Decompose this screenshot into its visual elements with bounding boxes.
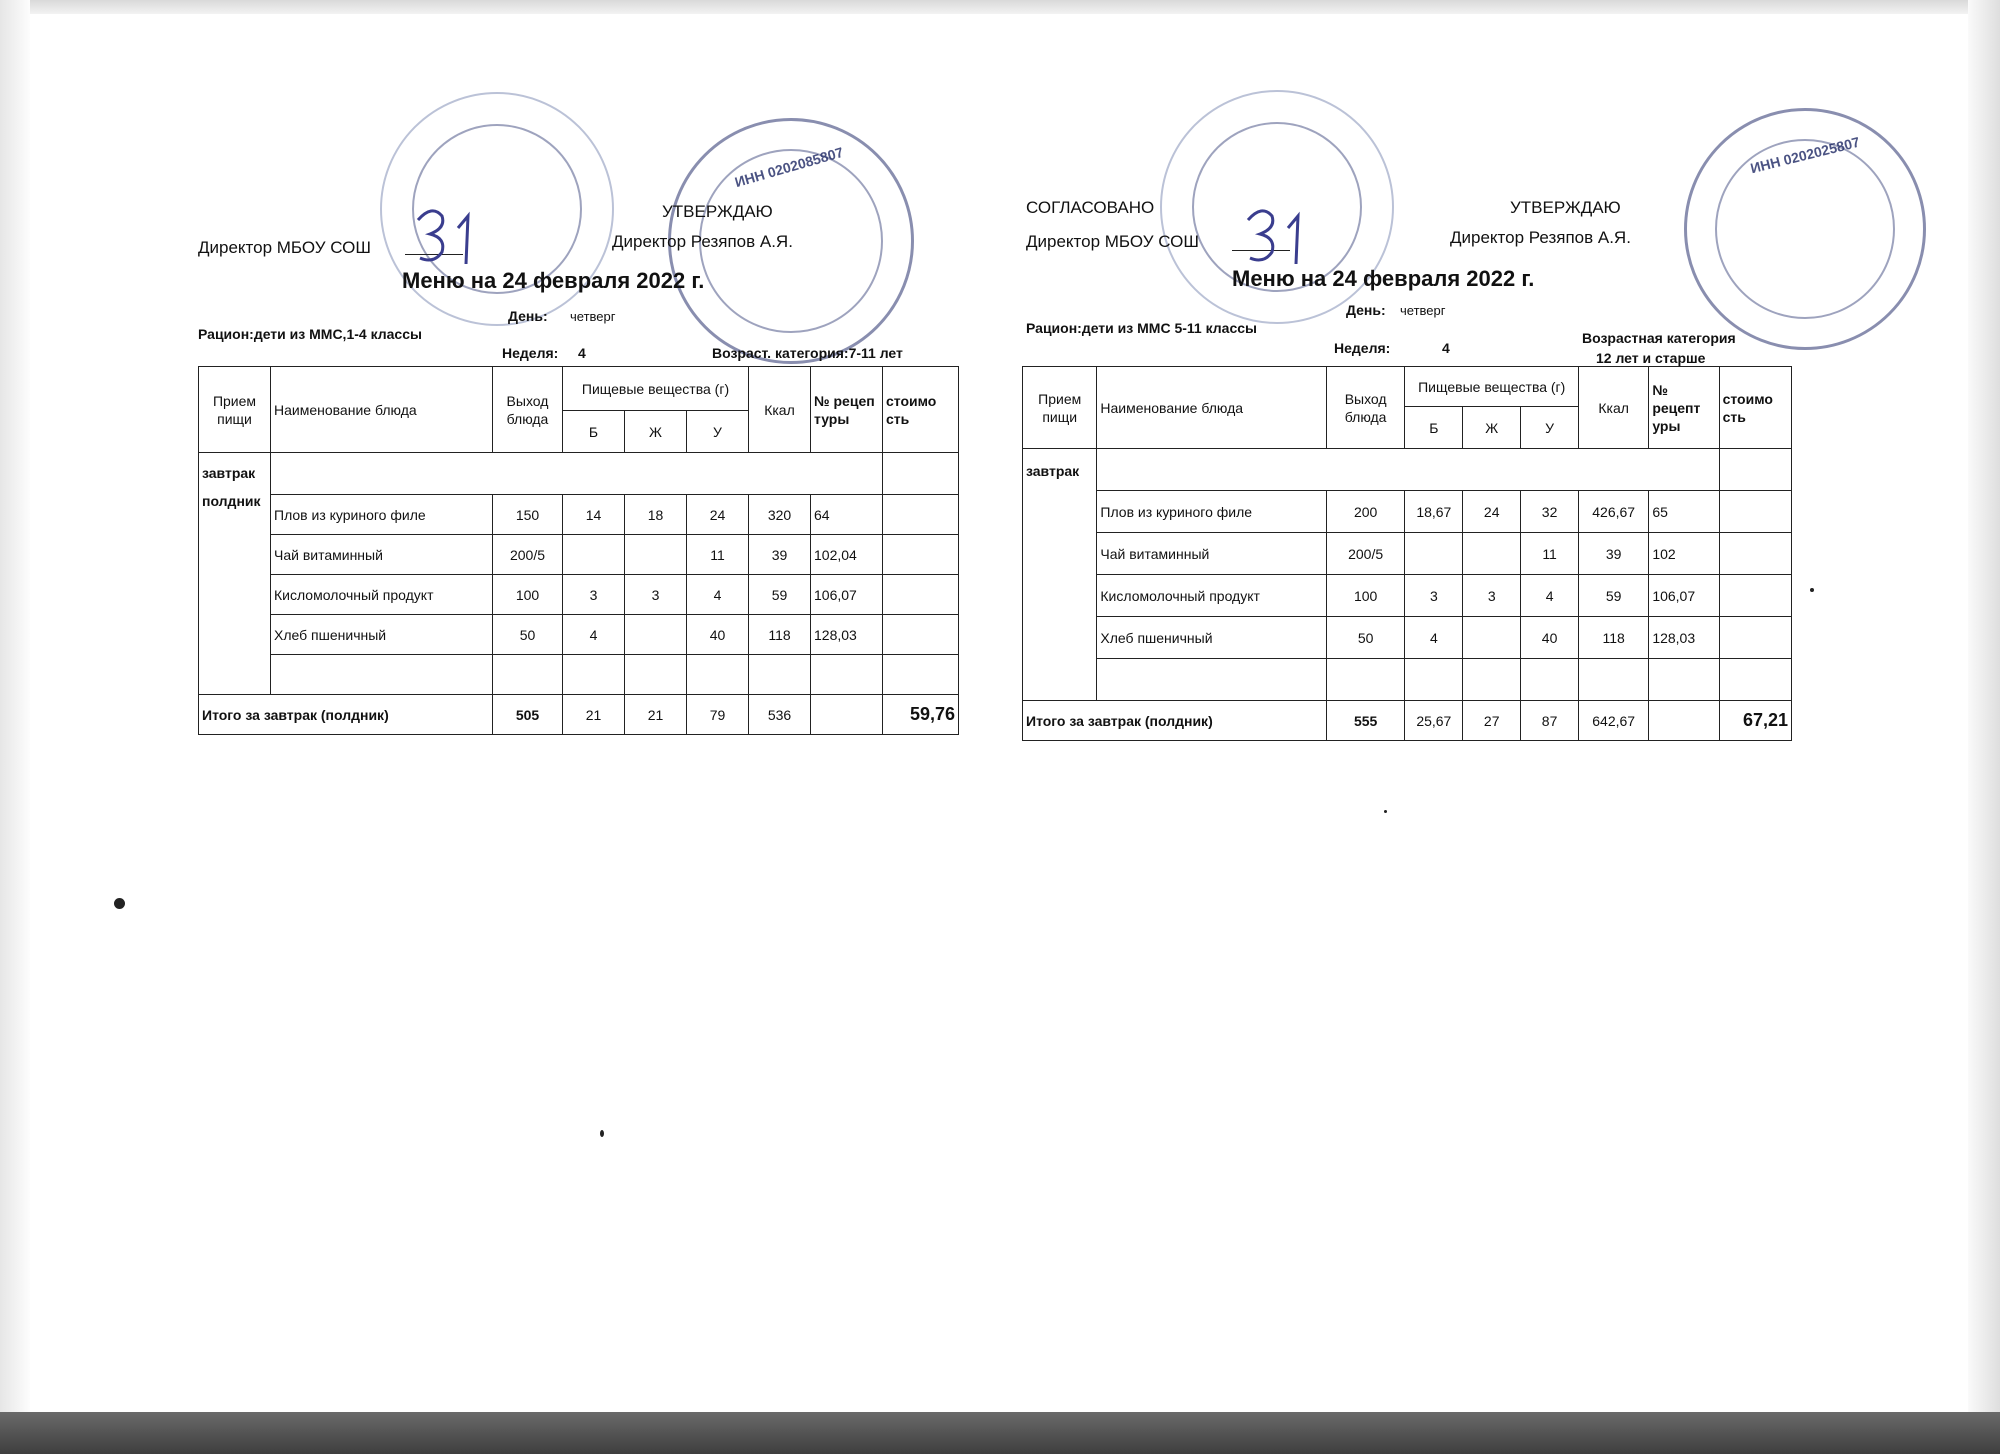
cost-cell [1719, 617, 1791, 659]
total-b-cell: 25,67 [1405, 701, 1463, 741]
dish-name-cell: Плов из куриного филе [1097, 491, 1326, 533]
total-label-cell: Итого за завтрак (полдник) [1023, 701, 1327, 741]
scan-border-top [0, 0, 2000, 14]
u-cell: 40 [1521, 617, 1579, 659]
table-header-row [1023, 367, 1792, 407]
total-u-cell: 79 [687, 695, 749, 735]
kcal-cell: 426,67 [1579, 491, 1649, 533]
scan-speck [1384, 810, 1387, 813]
day-label: День: [508, 308, 548, 324]
total-u-cell: 87 [1521, 701, 1579, 741]
agreed-director-label: Директор МБОУ СОШ [1026, 232, 1199, 251]
zh-cell [625, 615, 687, 655]
total-label-cell: Итого за завтрак (полдник) [199, 695, 493, 735]
col-u-header: У [687, 411, 749, 453]
week-label: Неделя: [1334, 340, 1391, 356]
u-cell: 4 [1521, 575, 1579, 617]
zh-cell [625, 535, 687, 575]
u-cell: 32 [1521, 491, 1579, 533]
approve-title: УТВЕРЖДАЮ [1510, 198, 1621, 217]
yield-cell: 100 [1326, 575, 1405, 617]
col-yield-header: Выход блюда [493, 367, 563, 453]
total-zh-cell: 21 [625, 695, 687, 735]
table-cell [1405, 659, 1463, 701]
col-recipe-header: № рецеп туры [811, 367, 883, 453]
recipe-cell: 106,07 [811, 575, 883, 615]
yield-cell: 150 [493, 495, 563, 535]
table-row [199, 535, 959, 575]
table-cell [749, 655, 811, 695]
cost-cell [1719, 533, 1791, 575]
table-cell [687, 655, 749, 695]
kcal-cell: 39 [1579, 533, 1649, 575]
total-recipe-cell [1649, 701, 1719, 741]
u-cell: 4 [687, 575, 749, 615]
u-cell: 11 [687, 535, 749, 575]
age-category-2: 12 лет и старше [1596, 350, 1706, 366]
approve-title: УТВЕРЖДАЮ [662, 202, 773, 221]
ration-label: Рацион:дети из ММС 5-11 классы [1026, 320, 1257, 336]
scan-border-bottom [0, 1412, 2000, 1454]
total-kcal-cell: 536 [749, 695, 811, 735]
table-row-empty [1023, 659, 1792, 701]
yield-cell: 100 [493, 575, 563, 615]
meal-2-label: полдник [202, 493, 261, 509]
table-row [1023, 575, 1792, 617]
age-category-1: Возрастная категория [1582, 330, 1736, 346]
table-cell [1326, 659, 1405, 701]
meal-1-label: завтрак [1026, 463, 1080, 479]
director-name: Директор Резяпов А.Я. [612, 232, 793, 251]
total-kcal-cell: 642,67 [1579, 701, 1649, 741]
table-cell [1521, 659, 1579, 701]
total-zh-cell: 27 [1463, 701, 1521, 741]
cost-cell [883, 495, 959, 535]
col-zh-header: Ж [625, 411, 687, 453]
table-total-row [1023, 701, 1792, 741]
table-cell [1463, 659, 1521, 701]
menu-table [198, 366, 959, 735]
yield-cell: 200 [1326, 491, 1405, 533]
kcal-cell: 59 [1579, 575, 1649, 617]
scan-speck [114, 898, 125, 909]
dish-name-cell: Чай витаминный [1097, 533, 1326, 575]
recipe-cell: 128,03 [811, 615, 883, 655]
cost-cell [883, 615, 959, 655]
b-cell: 14 [563, 495, 625, 535]
table-cell [1579, 659, 1649, 701]
table-cell [1097, 659, 1326, 701]
round-stamp-entrepreneur [1684, 108, 1926, 350]
menu-title: Меню на 24 февраля 2022 г. [402, 268, 705, 293]
table-row [1023, 533, 1792, 575]
b-cell: 3 [563, 575, 625, 615]
dish-name-cell: Чай витаминный [271, 535, 493, 575]
meal-cell [199, 453, 271, 695]
day-value: четверг [1400, 303, 1446, 318]
table-cell [625, 655, 687, 695]
kcal-cell: 320 [749, 495, 811, 535]
b-cell [1405, 533, 1463, 575]
table-cell [811, 655, 883, 695]
day-value: четверг [570, 309, 616, 324]
yield-cell: 200/5 [493, 535, 563, 575]
dish-name-cell: Хлеб пшеничный [1097, 617, 1326, 659]
director-name: Директор Резяпов А.Я. [1450, 228, 1631, 247]
table-cell [883, 655, 959, 695]
meal-section-cell [1097, 449, 1719, 491]
col-zh-header: Ж [1463, 407, 1521, 449]
b-cell: 3 [1405, 575, 1463, 617]
total-yield-cell: 555 [1326, 701, 1405, 741]
total-yield-cell: 505 [493, 695, 563, 735]
table-row [1023, 617, 1792, 659]
dish-name-cell: Кисломолочный продукт [271, 575, 493, 615]
cost-cell [883, 535, 959, 575]
table-row [199, 495, 959, 535]
table-cell [563, 655, 625, 695]
scan-speck [600, 1130, 604, 1137]
recipe-cell: 106,07 [1649, 575, 1719, 617]
b-cell: 4 [563, 615, 625, 655]
table-cell [883, 453, 959, 495]
stamp-inn-text: ИНН 0202085807 [732, 143, 846, 191]
recipe-cell: 102 [1649, 533, 1719, 575]
table-cell [493, 655, 563, 695]
table-row [199, 575, 959, 615]
zh-cell: 24 [1463, 491, 1521, 533]
col-nutrients-header: Пищевые вещества (г) [1405, 367, 1579, 407]
u-cell: 24 [687, 495, 749, 535]
yield-cell: 50 [493, 615, 563, 655]
week-value: 4 [1442, 340, 1450, 356]
col-nutrients-header: Пищевые вещества (г) [563, 367, 749, 411]
table-total-row [199, 695, 959, 735]
total-recipe-cell [811, 695, 883, 735]
agreed-director-label: Директор МБОУ СОШ [198, 238, 371, 257]
col-u-header: У [1521, 407, 1579, 449]
b-cell: 4 [1405, 617, 1463, 659]
col-recipe-header: № рецепт уры [1649, 367, 1719, 449]
zh-cell [1463, 617, 1521, 659]
table-cell [1719, 449, 1791, 491]
u-cell: 40 [687, 615, 749, 655]
col-yield-header: Выход блюда [1326, 367, 1405, 449]
menu-title: Меню на 24 февраля 2022 г. [1232, 266, 1535, 291]
week-value: 4 [578, 345, 586, 361]
col-meal-header: Прием пищи [1023, 367, 1097, 449]
table-cell [1719, 659, 1791, 701]
col-kcal-header: Ккал [1579, 367, 1649, 449]
table-cell [1649, 659, 1719, 701]
handwritten-number-signature [1240, 198, 1320, 270]
cost-cell [1719, 491, 1791, 533]
yield-cell: 50 [1326, 617, 1405, 659]
col-cost-header: стоимо сть [883, 367, 959, 453]
recipe-cell: 65 [1649, 491, 1719, 533]
handwritten-number-signature [410, 198, 490, 270]
dish-name-cell: Кисломолочный продукт [1097, 575, 1326, 617]
kcal-cell: 118 [1579, 617, 1649, 659]
table-row [199, 615, 959, 655]
week-label: Неделя: [502, 345, 559, 361]
day-label: День: [1346, 302, 1386, 318]
b-cell [563, 535, 625, 575]
col-name-header: Наименование блюда [271, 367, 493, 453]
yield-cell: 200/5 [1326, 533, 1405, 575]
cost-cell [883, 575, 959, 615]
dish-name-cell: Плов из куриного филе [271, 495, 493, 535]
recipe-cell: 102,04 [811, 535, 883, 575]
scan-border-right [1968, 0, 2000, 1412]
menu-table [1022, 366, 1792, 741]
total-cost-cell: 59,76 [883, 695, 959, 735]
table-row-empty [199, 655, 959, 695]
cost-cell [1719, 575, 1791, 617]
table-cell [271, 655, 493, 695]
b-cell: 18,67 [1405, 491, 1463, 533]
dish-name-cell: Хлеб пшеничный [271, 615, 493, 655]
meal-cell [1023, 449, 1097, 701]
col-kcal-header: Ккал [749, 367, 811, 453]
scan-speck [1810, 588, 1814, 592]
table-row [1023, 491, 1792, 533]
recipe-cell: 128,03 [1649, 617, 1719, 659]
meal-1-label: завтрак [202, 465, 256, 481]
zh-cell: 18 [625, 495, 687, 535]
total-b-cell: 21 [563, 695, 625, 735]
age-category: Возраст. категория:7-11 лет [712, 345, 903, 361]
kcal-cell: 118 [749, 615, 811, 655]
meal-section-cell [271, 453, 883, 495]
ration-label: Рацион:дети из ММС,1-4 классы [198, 326, 422, 342]
agreed-title: СОГЛАСОВАНО [1026, 198, 1155, 217]
table-row [199, 453, 959, 495]
col-meal-header: Прием пищи [199, 367, 271, 453]
total-cost-cell: 67,21 [1719, 701, 1791, 741]
zh-cell: 3 [625, 575, 687, 615]
u-cell: 11 [1521, 533, 1579, 575]
col-b-header: Б [1405, 407, 1463, 449]
table-header-row [199, 367, 959, 411]
zh-cell [1463, 533, 1521, 575]
scan-border-left [0, 0, 30, 1454]
col-b-header: Б [563, 411, 625, 453]
kcal-cell: 39 [749, 535, 811, 575]
stamp-inn-text: ИНН 0202025807 [1748, 133, 1862, 177]
col-name-header: Наименование блюда [1097, 367, 1326, 449]
zh-cell: 3 [1463, 575, 1521, 617]
col-cost-header: стоимо сть [1719, 367, 1791, 449]
recipe-cell: 64 [811, 495, 883, 535]
kcal-cell: 59 [749, 575, 811, 615]
table-row [1023, 449, 1792, 491]
